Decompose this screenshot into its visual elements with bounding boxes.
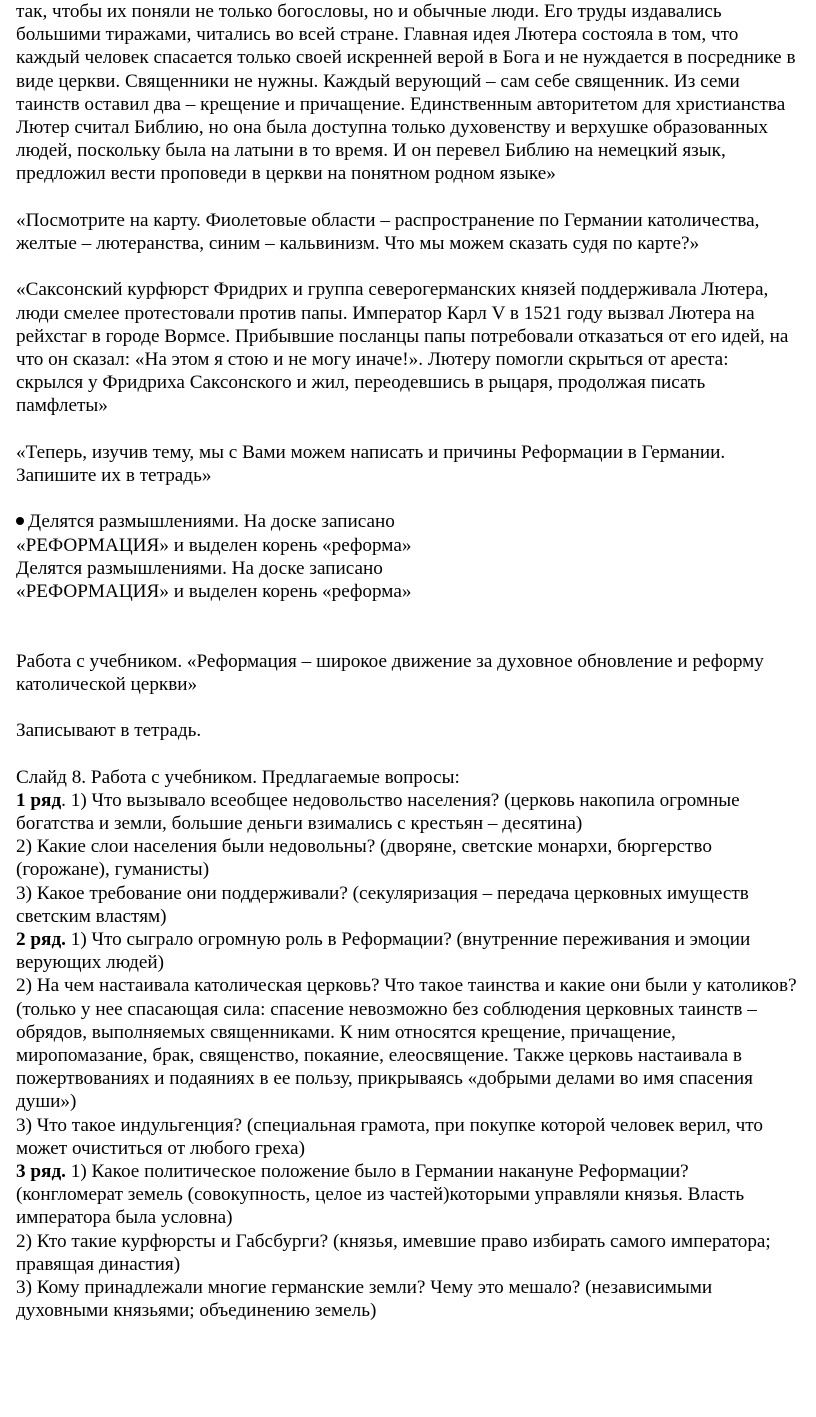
row1-question1: 1 ряд. 1) Что вызывало всеобщее недовольство населения? (церковь накопила огромные богатства и земли, большие деньги взимались с крестьян – десятина) [16,789,740,834]
bullet-line-2: «РЕФОРМАЦИЯ» и выделен корень «реформа» [16,534,412,556]
row2-question1: 2 ряд. 1) Что сыграло огромную роль в Реформации? (внутренние переживания и эмоции верующих людей) [16,929,751,974]
paragraph-luther-teaching: так, чтобы их поняли не только богословы, но и обычные люди. Его труды издавались большими тиражами, читались во всей стране. Главная идея Лютера состояла в том, что каждый человек спасается только своей искренней верой в Бога и не нуждается в посреднике в виде церкви. Священники не нужны. Каждый верующий – сам себе священник. Из семи таинств оставил два – крещение и причащение. Единственным авторитетом для христианства Лютер считал Библию, но она была доступна только духовенству и верхушке образованных людей, поскольку была на латыни в то время. И он перевел Библию на немецкий язык, предложил вести проповеди в церкви на понятном родном языке» [16,1,796,185]
spacer [16,603,800,649]
spacer [16,255,800,278]
slide-intro: Слайд 8. Работа с учебником. Предлагаемые вопросы: [16,766,460,788]
row1-label: 1 ряд [16,789,62,811]
row3-question3: 3) Кому принадлежали многие германские земли? Чему это мешало? (независимыми духовными князьями; объединению земель) [16,1277,713,1322]
spacer [16,696,800,719]
spacer [16,418,800,441]
spacer [16,186,800,209]
repeat-line-2: «РЕФОРМАЦИЯ» и выделен корень «реформа» [16,581,412,603]
row2-question3: 3) Что такое индульгенция? (специальная грамота, при покупке которой человек верил, что может очиститься от любого греха) [16,1114,763,1159]
paragraph-saxon-elector: «Саксонский курфюрст Фридрих и группа северогерманских князей поддерживала Лютера, люди смелее протестовали против папы. Император Карл V в 1521 году вызвал Лютера на рейхстаг в городе Вормсе. Прибывшие посланцы папы потребовали отказаться от его идей, на что он сказал: «На этом я стою и не могу иначе!». Лютеру помогли скрыться от ареста: скрылся у Фридриха Саксонского и жил, переодевшись в рыцаря, продолжая писать памфлеты» [16,279,789,417]
paragraph-map: «Посмотрите на карту. Фиолетовые области – распространение по Германии католичества, желтые – лютеранства, синим – кальвинизм. Что мы можем сказать судя по карте?» [16,209,760,255]
row3-question2: 2) Кто такие курфюрсты и Габсбурги? (князья, имевшие право избирать самого императора; правящая династия) [16,1230,771,1275]
repeat-line-1: Делятся размышлениями. На доске записано [16,557,383,579]
spacer [16,487,800,510]
paragraph-write-notebook: Записывают в тетрадь. [16,720,202,742]
row3-label: 3 ряд. [16,1161,66,1183]
bullet-item [16,510,800,533]
row2-question2: 2) На чем настаивала католическая церковь? Что такое таинства и какие они были у католиков? (только у нее спасающая сила: спасение невозможно без соблюдения церковных таинств – обрядов, выполняемых священниками. К ним относятся крещение, причащение, миропомазание, брак, священство, покаяние, елеосвящение. Также церковь настаивала в пожертвованиях и подаяниях в ее пользу, прикрываясь «добрыми делами во имя спасения души») [16,975,797,1113]
bullet-icon [16,517,24,525]
spacer [16,742,800,765]
paragraph-textbook-definition: Работа с учебником. «Реформация – широкое движение за духовное обновление и реформу католической церкви» [16,650,764,695]
row2-label: 2 ряд. [16,929,66,951]
row1-question2: 2) Какие слои населения были недовольны? (дворяне, светские монархи, бюргерство (горожане), гуманисты) [16,836,712,881]
row1-question3: 3) Какое требование они поддерживали? (секуляризация – передача церковных имуществ светским властям) [16,882,749,927]
paragraph-causes: «Теперь, изучив тему, мы с Вами можем написать и причины Реформации в Германии. Запишите их в тетрадь» [16,441,726,487]
bullet-line-1: Делятся размышлениями. На доске записано [28,511,395,533]
row3-question1: 3 ряд. 1) Какое политическое положение было в Германии накануне Реформации? (конгломерат земель (совокупность, целое из частей)которыми управляли князья. Власть императора была условна) [16,1161,745,1229]
